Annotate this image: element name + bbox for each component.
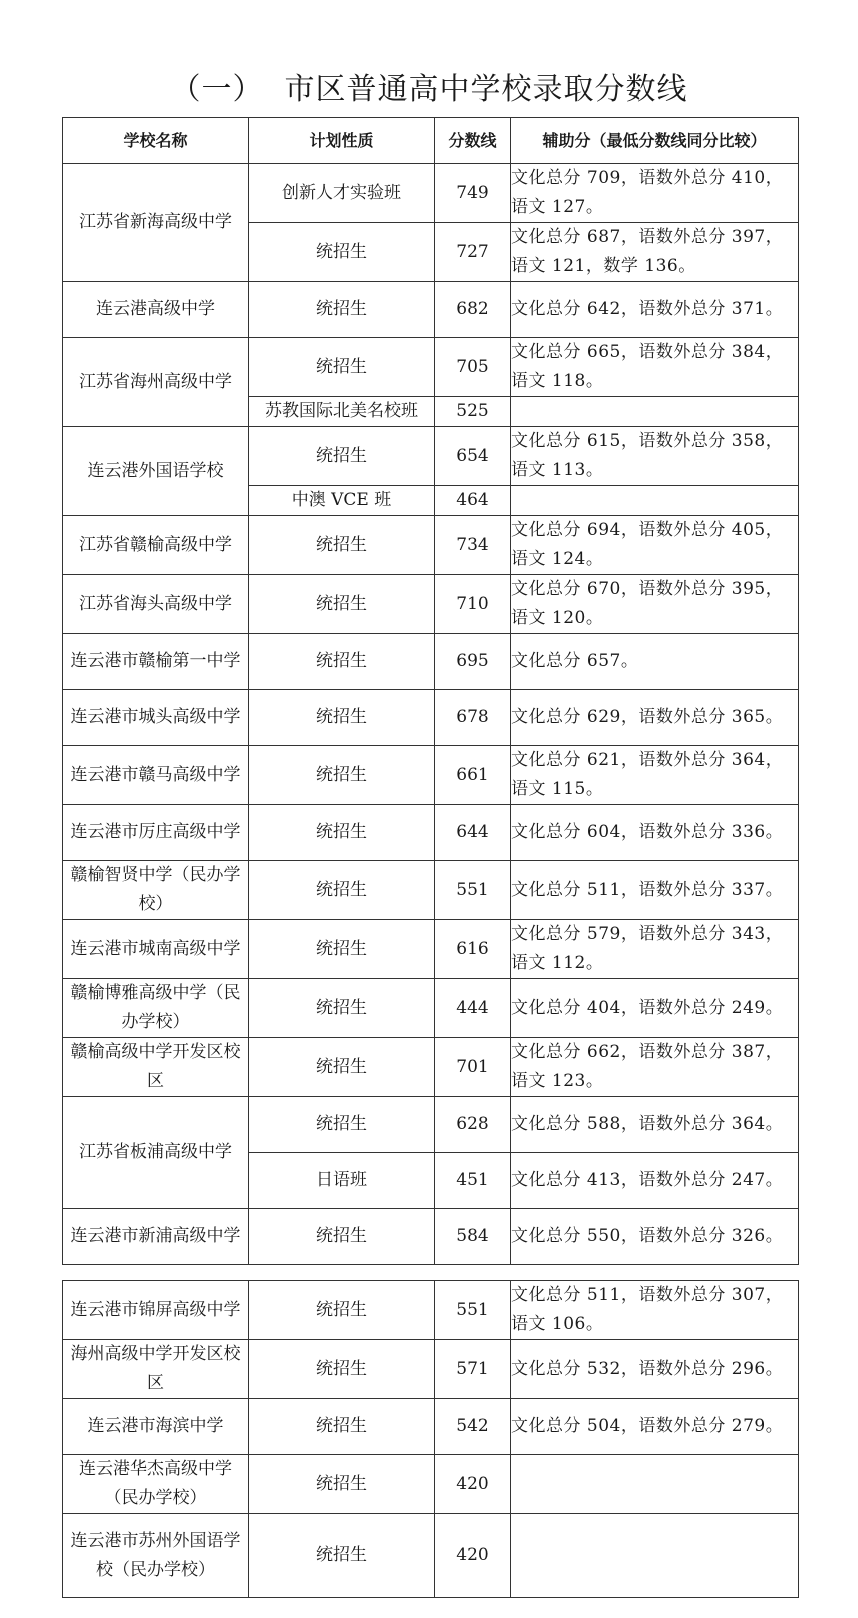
admission-table-continued [62,1280,799,1598]
table-row [63,1399,799,1455]
header-aux-score: 辅助分（最低分数线同分比较） [511,118,799,164]
table-row [63,805,799,861]
score-line: 661 [435,746,511,805]
score-line: 616 [435,920,511,979]
admission-table [62,117,799,1265]
table-row [63,1209,799,1265]
score-line: 678 [435,690,511,746]
aux-score: 文化总分 642，语数外总分 371。 [511,282,799,338]
aux-score: 文化总分 687，语数外总分 397，语文 121，数学 136。 [511,223,799,282]
score-line: 420 [435,1455,511,1514]
school-name: 连云港市城头高级中学 [63,690,249,746]
plan-type: 统招生 [249,1340,435,1399]
school-name: 江苏省板浦高级中学 [63,1097,249,1209]
plan-type: 统招生 [249,427,435,486]
header-plan-type: 计划性质 [249,118,435,164]
aux-score [511,397,799,427]
aux-score: 文化总分 511，语数外总分 307，语文 106。 [511,1281,799,1340]
score-line: 628 [435,1097,511,1153]
aux-score: 文化总分 657。 [511,634,799,690]
plan-type: 苏教国际北美名校班 [249,397,435,427]
table-row [63,282,799,338]
plan-type: 统招生 [249,338,435,397]
school-name: 连云港市苏州外国语学校（民办学校） [63,1514,249,1598]
aux-score: 文化总分 621，语数外总分 364，语文 115。 [511,746,799,805]
table-row [63,1038,799,1097]
score-line: 734 [435,516,511,575]
school-name: 江苏省海头高级中学 [63,575,249,634]
score-line: 654 [435,427,511,486]
school-name: 连云港市城南高级中学 [63,920,249,979]
plan-type: 统招生 [249,805,435,861]
table-row [63,1514,799,1598]
score-line: 682 [435,282,511,338]
table-header-row [63,118,799,164]
table-row [63,575,799,634]
school-name: 江苏省新海高级中学 [63,164,249,282]
school-name: 连云港市新浦高级中学 [63,1209,249,1265]
score-line: 701 [435,1038,511,1097]
school-name: 海州高级中学开发区校区 [63,1340,249,1399]
table-row [63,746,799,805]
plan-type: 统招生 [249,1038,435,1097]
plan-type: 创新人才实验班 [249,164,435,223]
score-line: 444 [435,979,511,1038]
score-line: 464 [435,486,511,516]
score-line: 451 [435,1153,511,1209]
score-line: 551 [435,1281,511,1340]
aux-score: 文化总分 662，语数外总分 387，语文 123。 [511,1038,799,1097]
aux-score [511,1514,799,1598]
aux-score: 文化总分 670，语数外总分 395，语文 120。 [511,575,799,634]
aux-score: 文化总分 413，语数外总分 247。 [511,1153,799,1209]
plan-type: 统招生 [249,516,435,575]
table-row [63,516,799,575]
plan-type: 统招生 [249,575,435,634]
plan-type: 统招生 [249,1514,435,1598]
plan-type: 统招生 [249,1281,435,1340]
school-name: 连云港市赣榆第一中学 [63,634,249,690]
plan-type: 统招生 [249,920,435,979]
header-school-name: 学校名称 [63,118,249,164]
aux-score: 文化总分 404，语数外总分 249。 [511,979,799,1038]
aux-score: 文化总分 615，语数外总分 358，语文 113。 [511,427,799,486]
score-line: 551 [435,861,511,920]
score-line: 727 [435,223,511,282]
aux-score: 文化总分 504，语数外总分 279。 [511,1399,799,1455]
plan-type: 统招生 [249,861,435,920]
school-name: 连云港外国语学校 [63,427,249,516]
plan-type: 统招生 [249,634,435,690]
score-line: 525 [435,397,511,427]
score-line: 705 [435,338,511,397]
table-row [63,338,799,397]
school-name: 连云港华杰高级中学（民办学校） [63,1455,249,1514]
aux-score: 文化总分 629，语数外总分 365。 [511,690,799,746]
aux-score: 文化总分 694，语数外总分 405，语文 124。 [511,516,799,575]
aux-score: 文化总分 665，语数外总分 384，语文 118。 [511,338,799,397]
table-row [63,427,799,486]
school-name: 连云港市厉庄高级中学 [63,805,249,861]
aux-score: 文化总分 604，语数外总分 336。 [511,805,799,861]
score-line: 542 [435,1399,511,1455]
page-title: （一） 市区普通高中学校录取分数线 [170,72,688,107]
plan-type: 统招生 [249,1399,435,1455]
score-line: 420 [435,1514,511,1598]
score-line: 749 [435,164,511,223]
plan-type: 统招生 [249,1097,435,1153]
table-row [63,1097,799,1153]
table-row [63,1281,799,1340]
school-name: 赣榆博雅高级中学（民办学校） [63,979,249,1038]
school-name: 连云港市锦屏高级中学 [63,1281,249,1340]
aux-score [511,1455,799,1514]
school-name: 连云港市海滨中学 [63,1399,249,1455]
school-name: 江苏省赣榆高级中学 [63,516,249,575]
aux-score: 文化总分 579，语数外总分 343，语文 112。 [511,920,799,979]
table-row [63,634,799,690]
plan-type: 统招生 [249,979,435,1038]
plan-type: 统招生 [249,1455,435,1514]
header-score-line: 分数线 [435,118,511,164]
table-row [63,1340,799,1399]
score-line: 695 [435,634,511,690]
plan-type: 日语班 [249,1153,435,1209]
aux-score [511,486,799,516]
table-row [63,861,799,920]
school-name: 连云港市赣马高级中学 [63,746,249,805]
score-line: 710 [435,575,511,634]
school-name: 连云港高级中学 [63,282,249,338]
aux-score: 文化总分 511，语数外总分 337。 [511,861,799,920]
school-name: 江苏省海州高级中学 [63,338,249,427]
plan-type: 统招生 [249,282,435,338]
table-row [63,979,799,1038]
table-row [63,690,799,746]
score-line: 644 [435,805,511,861]
aux-score: 文化总分 550，语数外总分 326。 [511,1209,799,1265]
plan-type: 中澳 VCE 班 [249,486,435,516]
score-line: 571 [435,1340,511,1399]
plan-type: 统招生 [249,746,435,805]
table-row [63,1455,799,1514]
table-row [63,920,799,979]
aux-score: 文化总分 709，语数外总分 410，语文 127。 [511,164,799,223]
school-name: 赣榆智贤中学（民办学校） [63,861,249,920]
table-row [63,164,799,223]
plan-type: 统招生 [249,223,435,282]
score-line: 584 [435,1209,511,1265]
plan-type: 统招生 [249,690,435,746]
plan-type: 统招生 [249,1209,435,1265]
school-name: 赣榆高级中学开发区校区 [63,1038,249,1097]
aux-score: 文化总分 532，语数外总分 296。 [511,1340,799,1399]
aux-score: 文化总分 588，语数外总分 364。 [511,1097,799,1153]
